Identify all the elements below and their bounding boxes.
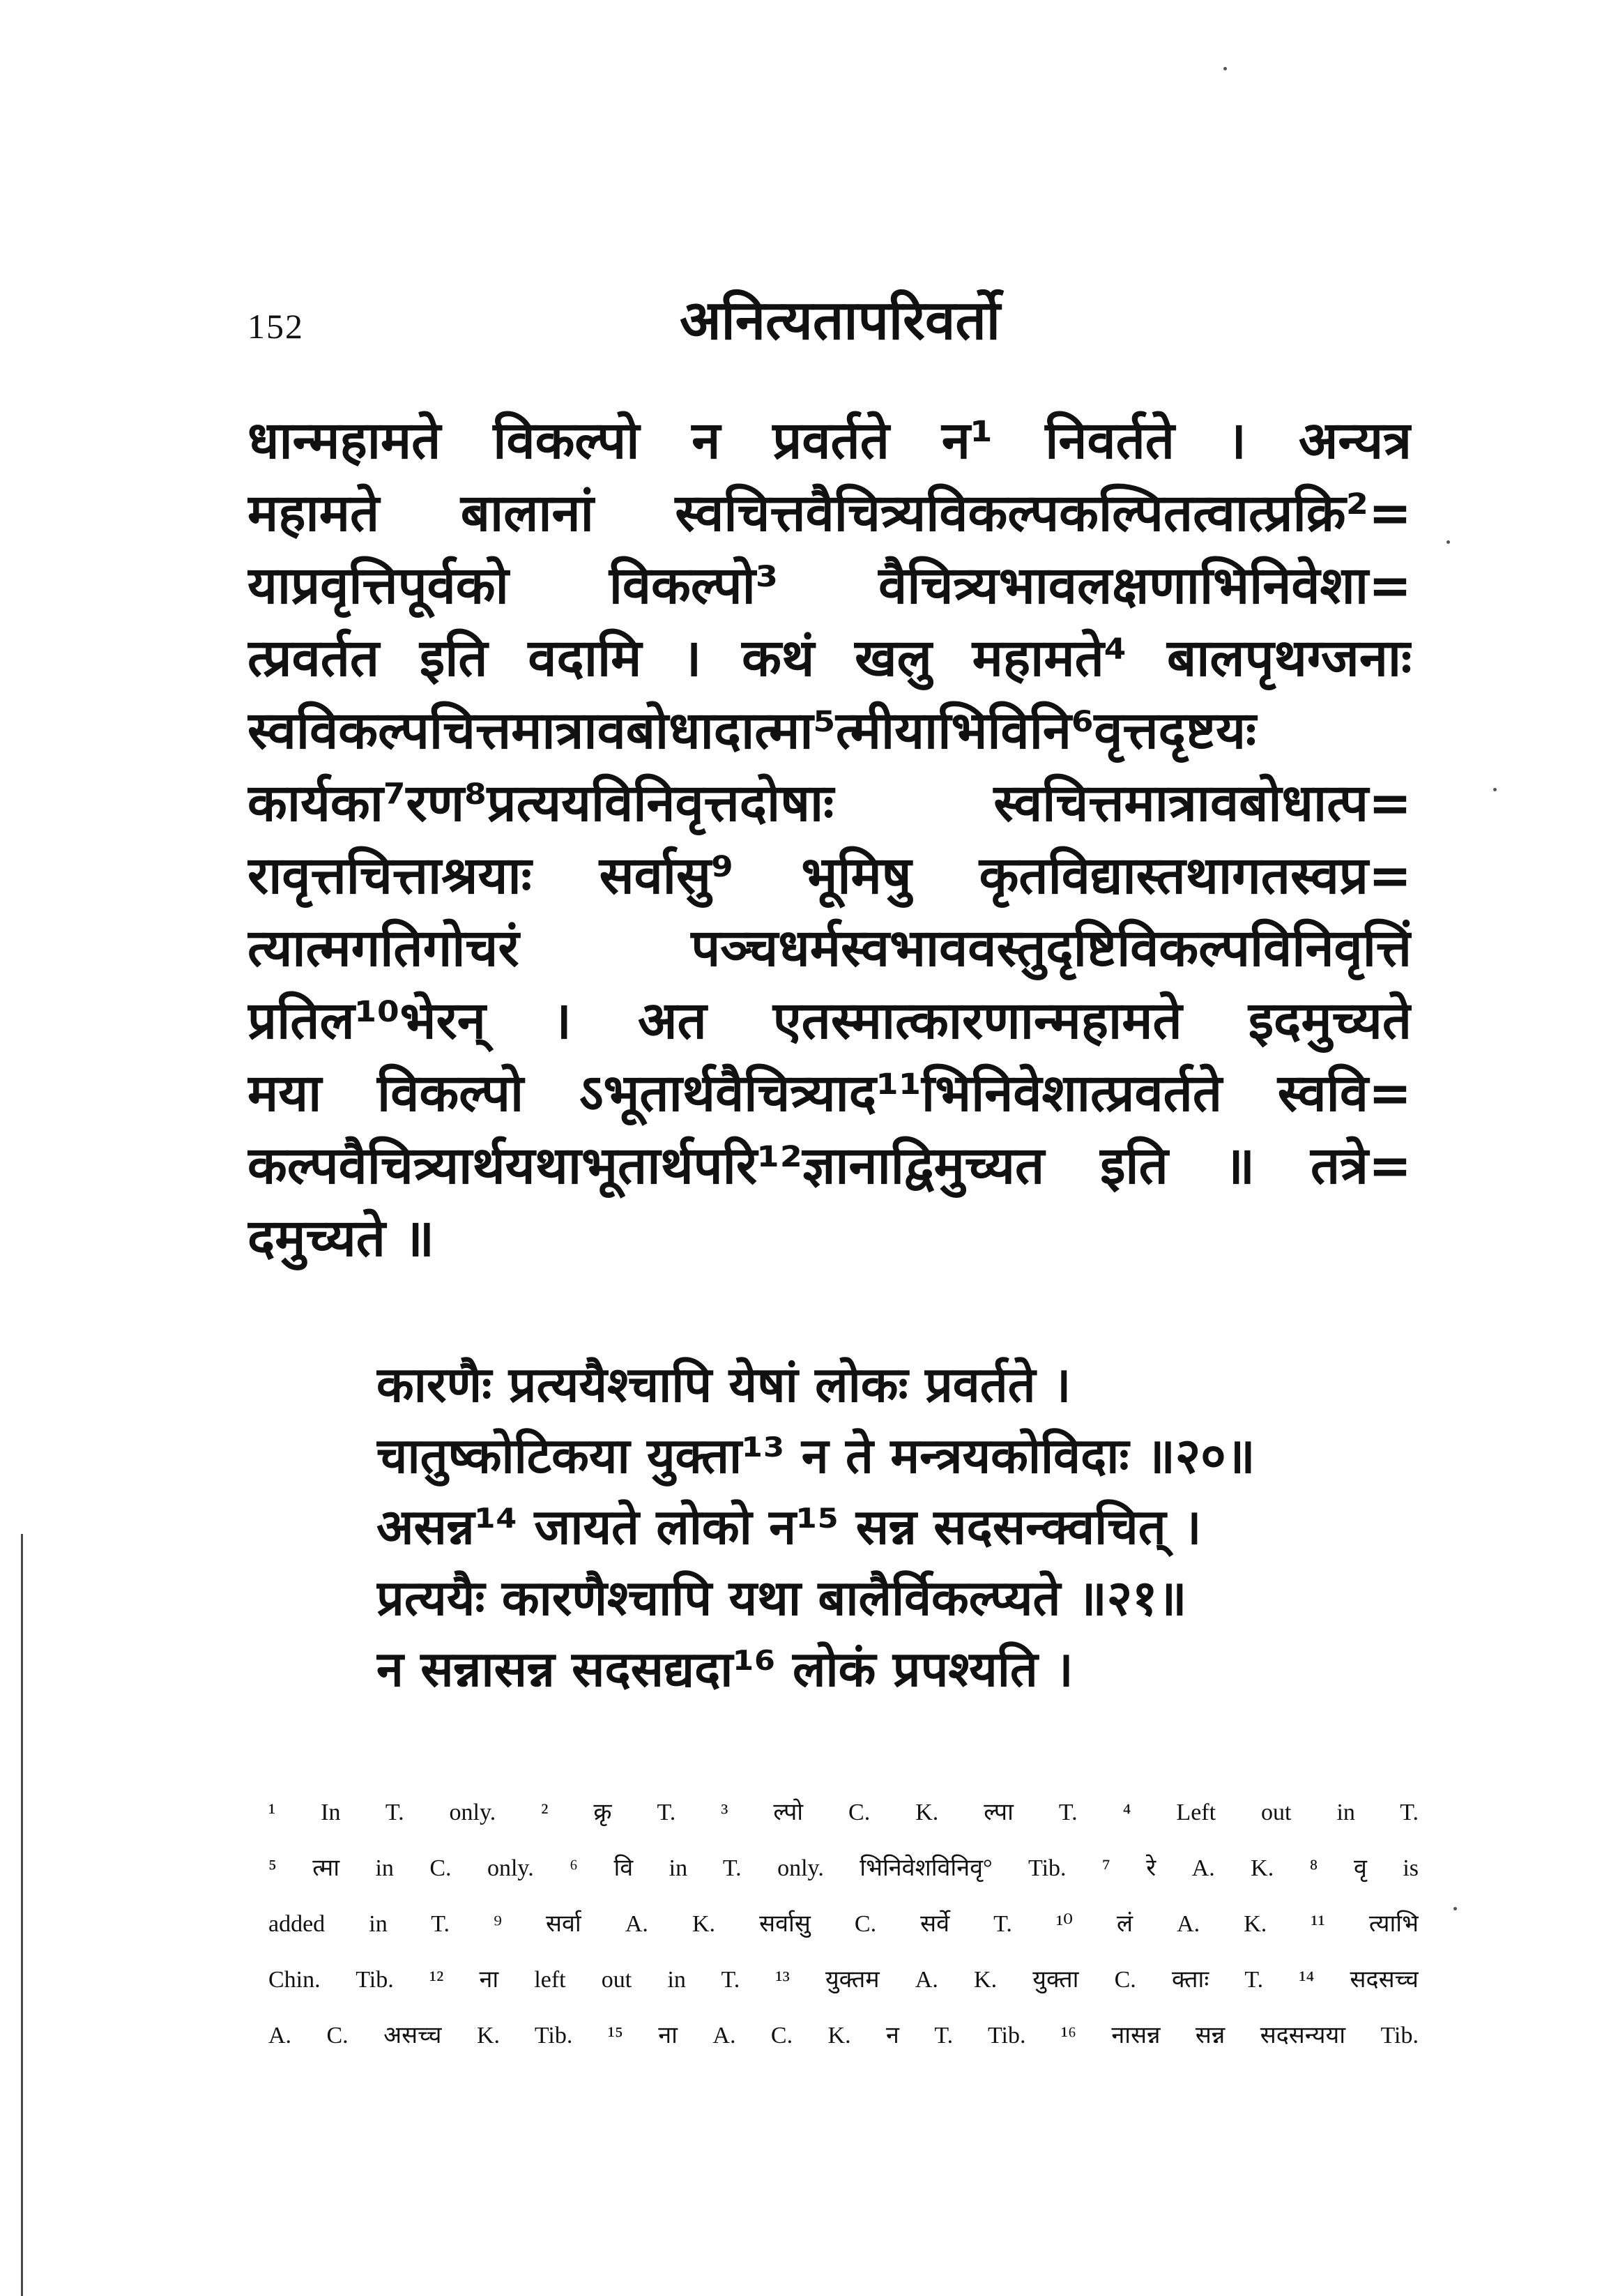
- prose-block: [247, 404, 1412, 1275]
- prose-line: कार्यका⁷रण⁸प्रत्ययविनिवृत्तदोषाः स्वचित्तमात्रावबोधात्प=: [247, 773, 1412, 833]
- scan-margin-line: [21, 1534, 23, 2296]
- prose-line: दमुच्यते ॥: [247, 1208, 435, 1268]
- prose-line: धान्महामते विकल्पो न प्रवर्तते न¹ निवर्तते । अन्यत्र: [247, 411, 1412, 471]
- prose-line: स्वविकल्पचित्तमात्रावबोधादात्मा⁵त्मीयाभिविनि⁶वृत्तदृष्टयः: [247, 701, 1256, 761]
- prose-line: त्प्रवर्तत इति वदामि । कथं खलु महामते⁴ बालपृथग्जनाः: [247, 628, 1412, 688]
- page-header: [247, 275, 1433, 359]
- footnote-line: ⁵ त्मा in C. only. ⁶ वि in T. only. भिनिवेशविनिवृ° Tib. ⁷ रे A. K. ⁸ वृ is: [268, 1855, 1419, 1881]
- prose-line: प्रतिल¹⁰भेरन् । अत एतस्मात्कारणान्महामते इदमुच्यते: [247, 991, 1412, 1051]
- prose-line: त्यात्मगतिगोचरं पञ्चधर्मस्वभाववस्तुदृष्टिविकल्पविनिवृत्तिं: [247, 918, 1412, 978]
- verse-line: न सन्नासन्न सदसद्यदा¹⁶ लोकं प्रपश्यति ।: [376, 1641, 1074, 1698]
- verse-line: प्रत्ययैः कारणैश्चापि यथा बालैर्विकल्प्यते ॥२१॥: [376, 1569, 1187, 1627]
- verse-line: कारणैः प्रत्ययैश्चापि येषां लोकः प्रवर्तते ।: [376, 1356, 1071, 1413]
- verse-block: [376, 1349, 1422, 1705]
- prose-line: याप्रवृत्तिपूर्वको विकल्पो³ वैचित्र्यभावलक्षणाभिनिवेशा=: [247, 556, 1412, 616]
- prose-line: कल्पवैचित्र्यार्थयथाभूतार्थपरि¹²ज्ञानाद्विमुच्यत इति ॥ तत्रे=: [247, 1136, 1412, 1196]
- verse-line: चातुष्कोटिकया युक्ता¹³ न ते मन्त्रयकोविदाः ॥२०॥: [376, 1427, 1255, 1484]
- verse-line: असन्न¹⁴ जायते लोको न¹⁵ सन्न सदसन्क्वचित् ।: [376, 1498, 1202, 1556]
- footnote-line: added in T. ⁹ सर्वा A. K. सर्वासु C. सर्वे T. ¹⁰ लं A. K. ¹¹ त्याभि: [268, 1911, 1419, 1937]
- scan-speck: [1493, 788, 1497, 791]
- prose-line: रावृत्तचित्ताश्रयाः सर्वासु⁹ भूमिषु कृतविद्यास्तथागतस्वप्र=: [247, 846, 1412, 906]
- scan-speck: [1453, 1907, 1457, 1910]
- footnote-line: Chin. Tib. ¹² ना left out in T. ¹³ युक्तम A. K. युक्ता C. क्ताः T. ¹⁴ सदसच्च: [268, 1967, 1419, 1993]
- prose-line: महामते बालानां स्वचित्तवैचित्र्यविकल्पकल्पितत्वात्प्रक्रि²=: [247, 483, 1412, 543]
- footnote-line: ¹ In T. only. ² क्रृ T. ³ ल्पो C. K. ल्पा T. ⁴ Left out in T.: [268, 1800, 1419, 1825]
- footnote-line: A. C. असच्च K. Tib. ¹⁵ ना A. C. K. न T. Tib. ¹⁶ नासन्न सन्न सदसन्यया Tib.: [268, 2023, 1419, 2048]
- running-title: अनित्यतापरिवर्तो: [679, 289, 1001, 352]
- footnotes: [268, 1785, 1419, 2064]
- page-number: 152: [247, 307, 304, 346]
- scan-speck: [1446, 540, 1450, 544]
- scan-speck: [1223, 67, 1227, 70]
- prose-line: मया विकल्पो ऽभूतार्थवैचित्र्याद¹¹भिनिवेशात्प्रवर्तते स्ववि=: [247, 1063, 1412, 1123]
